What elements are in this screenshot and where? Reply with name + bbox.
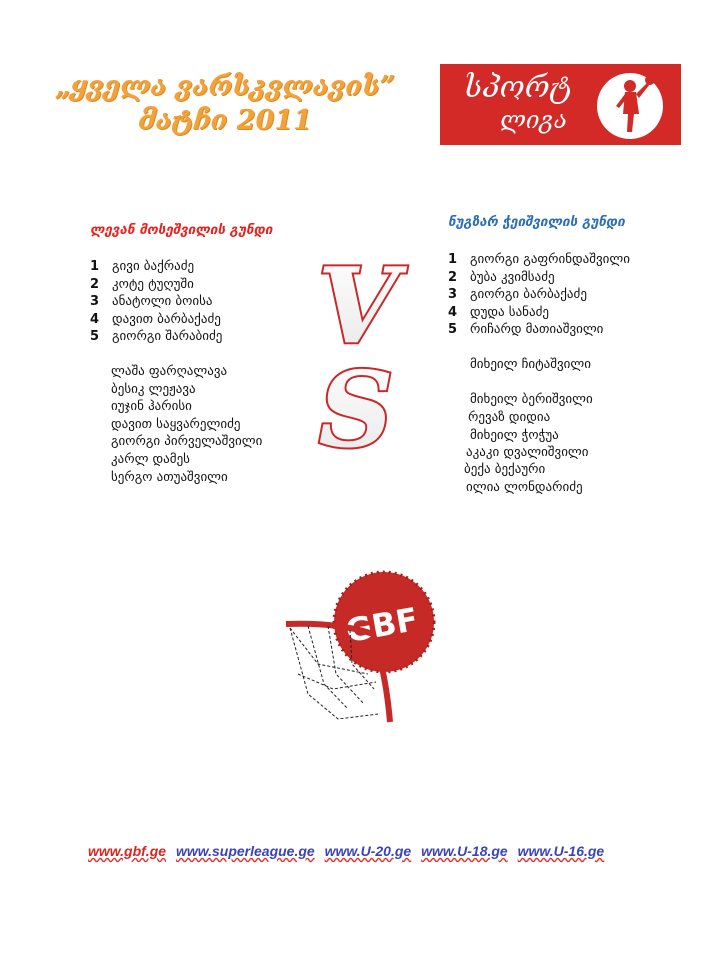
right-team-title: ნუგზარ ჭეიშვილის გუნდი [448,214,625,230]
player-number: 5 [448,322,458,338]
player-number: 4 [448,304,458,320]
starter-row [448,321,630,339]
player-number: 1 [90,259,100,274]
link-u18[interactable]: www.U-18.ge [421,843,508,859]
link-u16[interactable]: www.U-16.ge [517,843,605,859]
bench-player-name: სერგო ათუაშვილი [111,469,228,485]
link-u20[interactable]: www.U-20.ge [324,843,412,859]
vs-graphic [300,254,412,454]
gbf-logo-text: GBF [342,600,421,651]
player-number: 3 [448,287,458,303]
sport-league-logo [440,64,681,145]
starter-row [448,286,630,304]
event-title [40,70,410,138]
player-name: გიორგი შარაბიძე [112,329,223,345]
bench-player-name: ბესიკ ლეჟავა [111,381,196,397]
player-number: 3 [90,294,100,310]
sport-logo-text-2: ლიგა [500,106,568,134]
player-name: კოტე ტუღუში [112,276,194,292]
link-superleague[interactable]: www.superleague.ge [175,843,315,859]
link-gbf[interactable]: www.gbf.ge [88,843,167,859]
right-team-starters [448,251,630,339]
bench-player-name: ბექა ბექაური [464,462,546,477]
player-number: 2 [448,269,458,285]
player-name: ბუბა კვიმსაძე [470,269,555,285]
player-number: 1 [448,252,458,267]
starter-row [448,251,630,269]
event-title-line2: მატჩი 2011 [138,105,312,136]
starter-row [90,276,222,294]
left-team-bench [111,363,262,486]
basketball-player-icon [592,70,672,140]
player-name: დუდა სანაძე [470,304,549,320]
vs-letter-s: S [318,348,394,454]
player-number: 4 [90,311,100,327]
player-name: ანატოლი ბოისა [112,294,213,310]
player-number: 5 [90,329,100,345]
bench-player-name: რევაზ დიდია [468,410,551,425]
bench-player-name: მიხეილ ჩიტაშვილი [470,357,591,372]
gbf-logo [278,564,438,734]
bench-player-name: აკაკი დვალიშვილი [466,445,589,460]
starter-row [90,328,222,346]
bench-player-name: კარლ დამეს [111,451,190,467]
player-number: 2 [90,276,100,292]
left-team-title: ლევან მოსეშვილის გუნდი [90,222,273,238]
bench-player-name: მიხეილ ბერიშვილი [470,392,593,407]
left-team-starters [90,258,222,346]
player-name: რიჩარდ მათიაშვილი [470,322,604,338]
starter-row [90,258,222,276]
starter-row [90,311,222,329]
starter-row [90,293,222,311]
player-name: გივი ბაქრაძე [112,259,195,274]
bench-player-name: დავით საყვარელიძე [111,416,241,432]
vs-letter-v: V [317,254,399,367]
bench-player-name: მიხეილ ჭოჭუა [470,428,559,443]
bench-player-name: გიორგი პირველაშვილი [111,434,263,450]
footer-links [88,843,610,859]
bench-player-name: ლაშა ფარღალავა [111,364,228,379]
bench-player-name: იუჯინ ჰარისი [111,399,192,415]
player-name: გიორგი ბარბაქაძე [470,287,587,303]
event-title-line1: „ყველა ვარსკვლავის” [54,71,396,102]
starter-row [448,269,630,287]
bench-player-name: ილია ლონდარიძე [466,480,583,495]
sport-logo-text-1: სპორტ [464,70,573,105]
player-name: გიორგი გაფრინდაშვილი [470,252,630,267]
starter-row [448,304,630,322]
player-name: დავით ბარბაქაძე [112,311,221,327]
